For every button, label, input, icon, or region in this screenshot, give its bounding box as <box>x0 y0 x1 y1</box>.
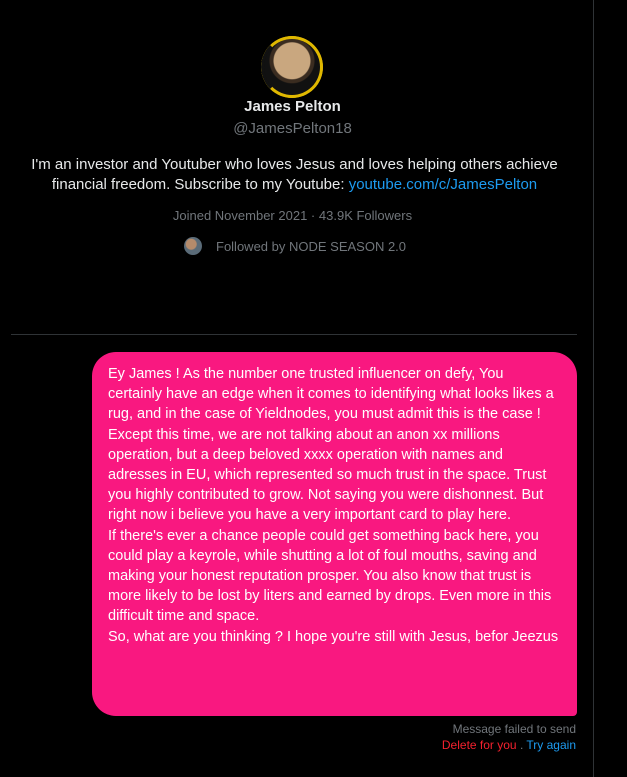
profile-handle: @JamesPelton18 <box>233 120 352 137</box>
followed-by[interactable] <box>184 237 406 255</box>
profile-bio <box>22 155 567 195</box>
followed-by-text: Followed by NODE SEASON 2.0 <box>216 238 407 254</box>
actions-separator: . <box>519 738 524 752</box>
bio-youtube-link[interactable]: youtube.com/c/JamesPelton <box>348 176 538 193</box>
try-again-link[interactable]: Try again <box>526 738 576 752</box>
meta-separator: · <box>310 208 316 223</box>
message-bubble[interactable]: Ey James ! As the number one trusted influencer on defy, You certainly have an edge when it comes to identifying what looks likes a rug, and in the case of Yieldnodes, you must admit this is the case ! Except this time, we are not talking about an anon xx millions operation, but a deep beloved xxxx operation with names and adresses in EU, which represented so much trust in the space. Trust you highly contributed to grow. Not saying you were dishonnest. But right now i believe you have a very important card to play here. If there's ever a chance people could get something back here, you could play a keyrole, while shutting a lot of foul mouths, saving and making your honest reputation prosper. You also know that trust is more likely to be lost by liters and earned by drops. Even more in this difficult time and space. So, what are you thinking ? I hope you're still with Jesus, befor Jeezus <box>92 352 577 716</box>
delete-for-you-link[interactable]: Delete for you <box>441 738 517 752</box>
right-border <box>593 0 594 777</box>
profile-name[interactable]: James Pelton <box>244 98 341 115</box>
followers-count[interactable]: 43.9K Followers <box>318 208 413 223</box>
send-failed-status: Message failed to send <box>452 722 576 736</box>
divider <box>11 334 577 335</box>
bio-text: I'm an investor and Youtuber who loves Jesus and loves helping others achieve financial freedom. Subscribe to my Youtube: <box>31 156 558 193</box>
profile-meta <box>0 208 585 223</box>
profile-avatar[interactable] <box>261 36 323 98</box>
joined-date: Joined November 2021 <box>172 208 308 223</box>
message-actions <box>442 738 576 752</box>
follower-avatar <box>184 237 202 255</box>
